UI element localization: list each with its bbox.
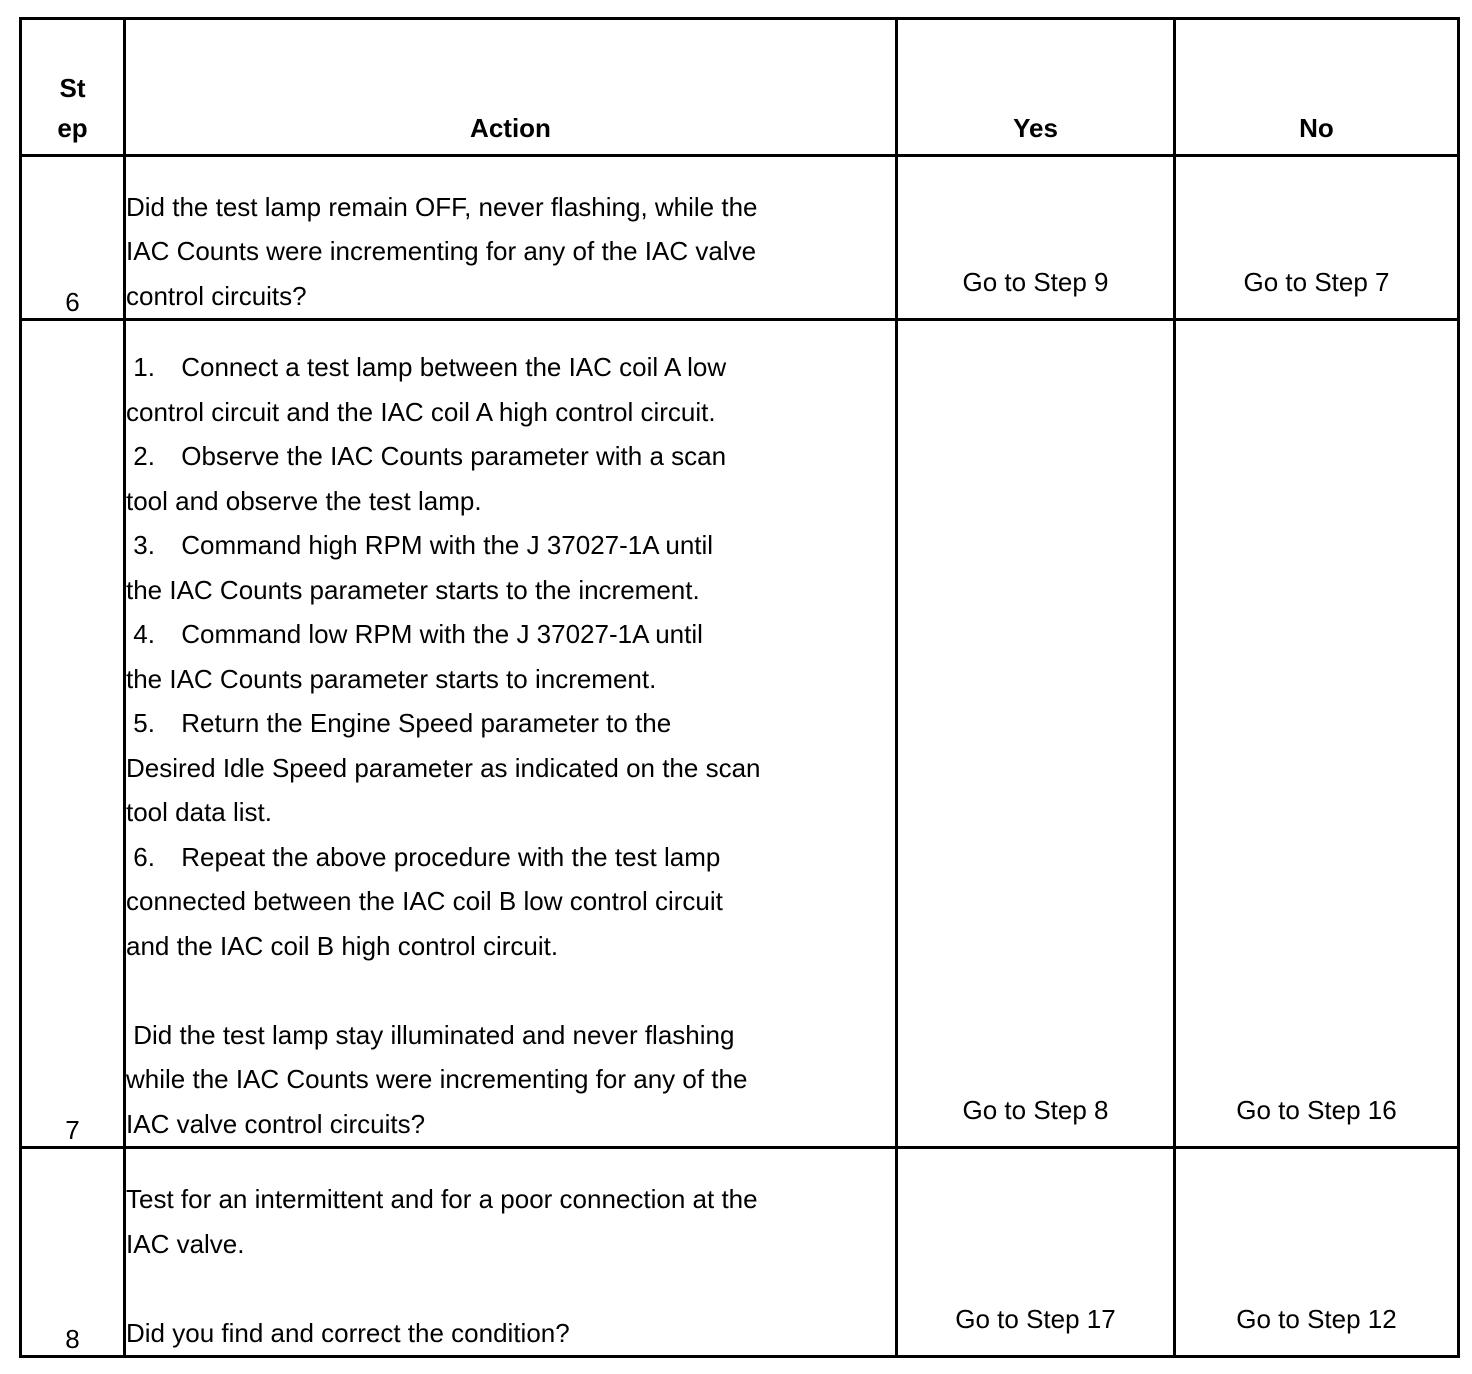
item-continuation: the IAC Counts parameter starts to increment. [126, 663, 657, 694]
procedure-item-3 [126, 523, 895, 568]
procedure-item-1 [126, 345, 895, 390]
header-step-line1: St [59, 73, 86, 103]
header-step [21, 19, 125, 156]
procedure-item-2 [126, 434, 895, 479]
table-header-row [21, 19, 1459, 156]
item-text: Repeat the above procedure with the test lamp [181, 841, 721, 872]
item-continuation: control circuit and the IAC coil A high control circuit. [126, 396, 716, 427]
item-number: 6. [133, 841, 155, 872]
action-line: Did the test lamp remain OFF, never flashing, while the [126, 191, 758, 222]
action-cell [125, 156, 897, 320]
item-continuation: tool and observe the test lamp. [126, 485, 482, 516]
question-line: Did the test lamp stay illuminated and never flashing [126, 1019, 735, 1050]
action-cell [125, 320, 897, 1148]
table-row-step-7 [21, 320, 1459, 1148]
spacer [126, 968, 895, 1013]
procedure-item-5 [126, 701, 895, 746]
yes-cell: Go to Step 17 [897, 1148, 1175, 1357]
item-continuation: Desired Idle Speed parameter as indicated on the scan [126, 752, 761, 783]
item-number: 1. [133, 352, 155, 382]
item-text: Command low RPM with the J 37027-1A until [181, 619, 703, 649]
item-continuation: tool data list. [126, 797, 272, 827]
header-step-line2: ep [57, 113, 88, 143]
item-number: 4. [133, 619, 155, 649]
action-line: IAC valve. [126, 1228, 245, 1259]
yes-cell: Go to Step 8 [897, 320, 1175, 1148]
question-line: while the IAC Counts were incrementing for any of the [126, 1064, 748, 1094]
yes-cell: Go to Step 9 [897, 156, 1175, 320]
no-cell: Go to Step 7 [1175, 156, 1459, 320]
item-text: Return the Engine Speed parameter to the [181, 708, 672, 738]
step-number: 8 [21, 1148, 125, 1357]
item-text: Observe the IAC Counts parameter with a scan [181, 441, 727, 471]
item-number: 2. [133, 441, 155, 471]
action-line: Test for an intermittent and for a poor connection at the [126, 1184, 758, 1214]
item-continuation: the IAC Counts parameter starts to the increment. [126, 574, 700, 605]
item-text: Connect a test lamp between the IAC coil A low [181, 352, 727, 382]
no-cell: Go to Step 12 [1175, 1148, 1459, 1357]
procedure-item-4 [126, 612, 895, 657]
diagnostic-table [19, 17, 1460, 1358]
item-number: 3. [133, 530, 155, 560]
question-line: Did you find and correct the condition? [126, 1317, 570, 1348]
item-text: Command high RPM with the J 37027-1A until [181, 530, 714, 560]
step-number: 7 [21, 320, 125, 1148]
item-continuation: connected between the IAC coil B low control circuit [126, 886, 723, 916]
header-no: No [1175, 19, 1459, 156]
action-line: control circuits? [126, 280, 307, 311]
no-cell: Go to Step 16 [1175, 320, 1459, 1148]
spacer [126, 1266, 895, 1311]
header-yes: Yes [897, 19, 1175, 156]
action-cell [125, 1148, 897, 1357]
procedure-item-6 [126, 835, 895, 880]
header-action: Action [125, 19, 897, 156]
step-number: 6 [21, 156, 125, 320]
question-line: IAC valve control circuits? [126, 1108, 426, 1139]
action-line: IAC Counts were incrementing for any of the IAC valve [126, 236, 757, 266]
table-row-step-6 [21, 156, 1459, 320]
item-number: 5. [133, 708, 155, 738]
table-row-step-8 [21, 1148, 1459, 1357]
item-continuation: and the IAC coil B high control circuit. [126, 930, 559, 961]
